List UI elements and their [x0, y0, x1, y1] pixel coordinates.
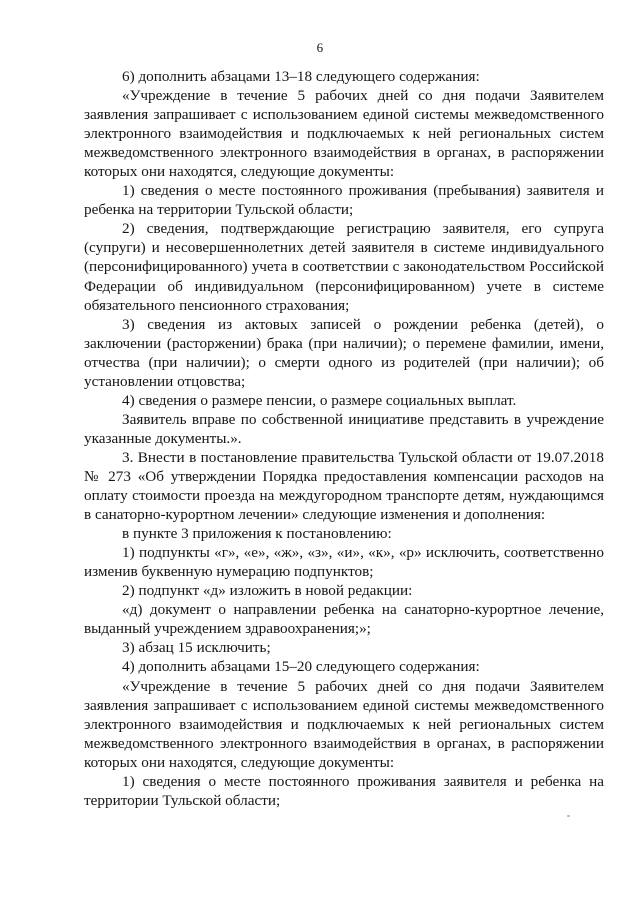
scan-artifact — [567, 815, 570, 817]
paragraph-list-item: 3) абзац 15 исключить; — [122, 639, 271, 657]
paragraph-list-item: 3) сведения из актовых записей о рождении ребенка (детей), о заключении (расторжении) брака (при наличии); о перемене фамилии, имени, отчества (при наличии); о смерти одного из родителей (при наличии); об установлении отцовства; — [84, 315, 604, 390]
paragraph-section-3: 3. Внести в постановление правительства Тульской области от 19.07.2018 № 273 «Об утверждении Порядка предоставления компенсации расходов на оплату стоимости проезда на междугородном транспорте детям, нуждающимся в санаторно-курортном лечении» следующие изменения и дополнения: — [84, 448, 604, 524]
paragraph-list-item: 2) сведения, подтверждающие регистрацию заявителя, его супруга (супруги) и несовершеннолетних детей заявителя в системе индивидуального (персонифицированного) учета в соответствии с законодательством Российской Федерации об индивидуальном (персонифицированном) учете в системе обязательного пенсионного страхования; — [84, 220, 604, 314]
document-body — [84, 67, 604, 810]
paragraph-list-item: 2) подпункт «д» изложить в новой редакции: — [122, 582, 413, 600]
paragraph-list-item: 4) дополнить абзацами 15–20 следующего содержания: — [122, 658, 480, 676]
paragraph-quote-request: «Учреждение в течение 5 рабочих дней со дня подачи Заявителем заявления запрашивает с использованием единой системы межведомственного электронного взаимодействия и подключаемых к ней региональных систем межведомственного электронного взаимодействия в органах, в распоряжении которых они находятся, следующие документы: — [84, 677, 604, 771]
paragraph-item-6-intro: 6) дополнить абзацами 13–18 следующего содержания: — [122, 68, 480, 85]
paragraph-list-item: 1) сведения о месте постоянного проживания заявителя и ребенка на территории Тульской области; — [84, 772, 604, 809]
paragraph-applicant-right: Заявитель вправе по собственной инициативе представить в учреждение указанные документы.». — [84, 410, 604, 447]
paragraph-list-item: 1) подпункты «г», «е», «ж», «з», «и», «к», «р» исключить, соответственно изменив буквенную нумерацию подпунктов; — [84, 544, 604, 581]
page-number: 6 — [316, 40, 324, 55]
paragraph-list-item: 4) сведения о размере пенсии, о размере социальных выплат. — [122, 391, 517, 409]
paragraph-quote-request: «Учреждение в течение 5 рабочих дней со дня подачи Заявителем заявления запрашивает с использованием единой системы межведомственного электронного взаимодействия и подключаемых к ней региональных систем межведомственного электронного взаимодействия в органах, в распоряжении которых они находятся, следующие документы: — [84, 87, 604, 181]
paragraph-point-3-intro: в пункте 3 приложения к постановлению: — [122, 525, 392, 543]
paragraph-list-item: 1) сведения о месте постоянного проживания (пребывания) заявителя и ребенка на территории Тульской области; — [84, 182, 604, 219]
paragraph-quote-subpoint-d: «д) документ о направлении ребенка на санаторно-курортное лечение, выданный учреждением здравоохранения;»; — [84, 601, 604, 638]
